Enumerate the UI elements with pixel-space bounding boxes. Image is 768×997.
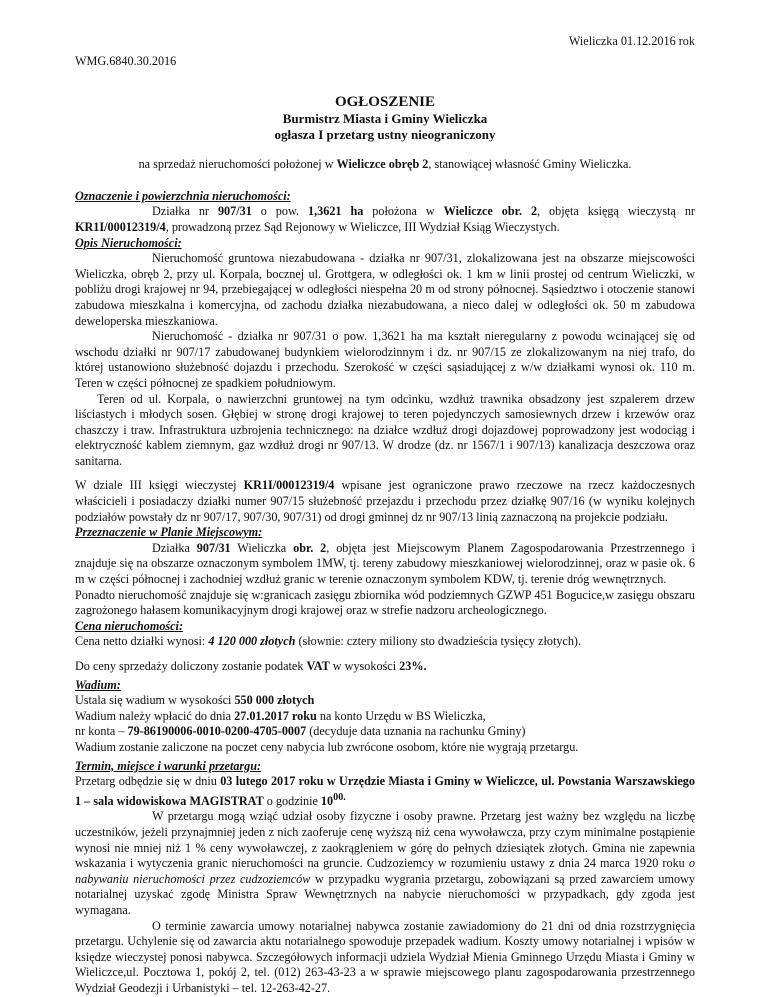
section-heading-oznaczenie: Oznaczenie i powierzchnia nieruchomości: [75, 188, 291, 203]
termin-paragraph-2: W przetargu mogą wziąć udział osoby fizyczne i osoby prawne. Przetarg jest ważny bez względu na liczbę uczestników, jeżeli przynajmniej jeden z nich zaoferuje cenę wyższą niż cena wywoławcza, przy czym minimalne postąpienie wynosi nie mniej niż 1 % ceny wywoławczej, z zaokrągleniem w górę do pełnych dziesiątek złotych. Gmina nie zapewnia wskazania i wytyczenia granic nieruchomości na gruncie. Cudzoziemcy w rozumieniu ustawy z dnia 24 marca 1920 roku o nabywaniu nieruchomości przez cudzoziemców w przypadku wygrania przetargu, zobowiązani są przed zawarciem umowy notarialnej uzyskać zgodę Ministra Spraw Wewnętrznych na nabycie nieruchomości w przypadkach, gdy zgoda jest wymagana. [75, 809, 695, 917]
intro-line: na sprzedaż nieruchomości położonej w Wieliczce obręb 2, stanowiącej własność Gminy Wieliczka. [138, 157, 632, 172]
wadium-line-1: Ustala się wadium w wysokości 550 000 złotych [75, 693, 315, 708]
przeznaczenie-paragraph-2: Ponadto nieruchomość znajduje się w:granicach zasięgu zbiornika wód podziemnych GZWP 451 Bogucice,w zasięgu obszaru zagrożonego hałasem komunikacyjnym drogi krajowej oraz w strefie nadzoru archeologicznego. [75, 587, 695, 618]
section-heading-termin: Termin, miejsce i warunki przetargu: [75, 758, 262, 773]
title-line-2: ogłasza I przetarg ustny nieograniczony [274, 127, 496, 143]
price-line: Cena netto działki wynosi: 4 120 000 złotych (słownie: cztery miliony sto dwadzieścia tysięcy złotych). [75, 634, 582, 649]
opis-paragraph-4: W dziale III księgi wieczystej KR1I/00012319/4 wpisane jest ograniczone prawo rzeczowe na rzecz każdoczesnych właścicieli i posiadaczy działki numer 907/15 służebność przejazdu i przechodu przez działkę 907/16 (w wyniku kolejnych podziałów powstały dz nr 907/17, 907/30, 907/31) od drogi gminnej dz nr 907/13 linią zaznaczoną na projekcie podziału. [75, 478, 695, 524]
document-date: Wieliczka 01.12.2016 rok [568, 34, 695, 48]
section-heading-wadium: Wadium: [75, 677, 121, 692]
vat-line: Do ceny sprzedaży doliczony zostanie podatek VAT w wysokości 23%. [75, 659, 427, 673]
opis-paragraph-1: Nieruchomość gruntowa niezabudowana - działka nr 907/31, zlokalizowana jest na obszarze miejscowości Wieliczka, obręb 2, przy ul. Korpala, bocznej ul. Grottgera, w odległości ok. 1 km w linii prostej od centrum Wieliczki, w pobliżu drogi krajowej nr 94, przebiegającej w odległości niespełna 20 m od strony północnej. Sąsiedztwo i otoczenie stanowi zabudowa mieszkalna i komercyjna, od zachodu działka niezabudowana, a nieco dalej w odległości ok. 50 m zabudowa deweloperska mieszkaniowa. [75, 251, 695, 328]
section-heading-przeznaczenie: Przeznaczenie w Planie Miejscowym: [75, 525, 263, 540]
announcement-title: OGŁOSZENIE [334, 94, 436, 111]
opis-paragraph-2: Nieruchomość - działka nr 907/31 o pow. 1,3621 ha ma kształt nieregularny z powodu wcinającej się od wschodu działki nr 907/17 zabudowanej budynkiem wielorodzinnym i dz. nr 907/15 ze zlokalizowanym na niej trafo, do której ustanowiono służebność dojazdu i przechodu. Szerokość w części sąsiadującej z w/w działkami wynosi ok. 110 m. Teren w części północnej ze spadkiem południowym. [75, 329, 695, 390]
wadium-line-3: nr konta – 79-86190006-0010-0200-4705-0007 (decyduje data uznania na rachunku Gminy) [75, 724, 526, 739]
przeznaczenie-paragraph-1: Działka 907/31 Wieliczka obr. 2, objęta jest Miejscowym Planem Zagospodarowania Przestrzennego i znajduje się na obszarze oznaczonym symbolem 1MW, tj. tereny zabudowy mieszkaniowej wielorodzinnej, oraz w pasie ok. 6 m w części północnej i zachodniej wzdłuż granic w terenie oznaczonym symbolem KDW, tj. terenie dróg wewnętrznych. [75, 540, 695, 587]
wadium-line-2: Wadium należy wpłacić do dnia 27.01.2017 roku na konto Urzędu w BS Wieliczka, [75, 708, 486, 723]
reference-number: WMG.6840.30.2016 [75, 53, 177, 68]
oznaczenie-paragraph: Działka nr 907/31 o pow. 1,3621 ha położona w Wieliczce obr. 2, objęta księgą wieczystą nr KR1I/00012319/4, prowadzoną przez Sąd Rejonowy w Wieliczce, III Wydział Ksiąg Wieczystych. [75, 204, 695, 234]
document-page [75, 0, 695, 997]
wadium-line-4: Wadium zostanie zaliczone na poczet ceny nabycia lub zwrócone osobom, które nie wygrają przetargu. [75, 739, 579, 754]
opis-paragraph-3: Teren od ul. Korpala, o nawierzchni gruntowej na tym odcinku, wzdłuż trawnika obsadzony jest szpalerem drzew liściastych i młodych sosen. Głębiej w stronę drogi krajowej to teren pojedynczych samosiewnych drzew i krzewów oraz chaszczy i traw. Infrastruktura uzbrojenia technicznego: na działce wzdłuż drogi dojazdowej poprowadzony jest wodociąg i elektryczność kablem ziemnym, gaz wzdłuż drogi nr 907/13. W drodze (dz. nr 1567/1 i 907/13) kanalizacja deszczowa oraz sanitarna. [75, 391, 695, 468]
section-heading-cena: Cena nieruchomości: [75, 618, 184, 633]
termin-paragraph-3: O terminie zawarcia umowy notarialnej nabywca zostanie zawiadomiony do 21 dni od dnia rozstrzygnięcia przetargu. Uchylenie się od zawarcia aktu notarialnego spowoduje przepadek wadium. Koszty umowy notarialnej i wpisów w księdze wieczystej ponosi nabywca. Szczegółowych informacji udziela Wydział Mienia Gminnego Urzędu Miasta i Gminy w Wieliczce,ul. Pocztowa 1, pokój 2, tel. (012) 263-43-23 a w sprawie miejscowego planu zagospodarowania przestrzennego Wydział Geodezji i Urbanistyki – tel. 12-263-42-27. [75, 918, 695, 995]
section-heading-opis: Opis Nieruchomości: [75, 235, 182, 250]
title-line-1: Burmistrz Miasta i Gminy Wieliczka [282, 111, 488, 127]
termin-paragraph-1: Przetarg odbędzie się w dniu 03 lutego 2017 roku w Urzędzie Miasta i Gminy w Wieliczce, ul. Powstania Warszawskiego 1 – sala widowiskowa MAGISTRAT o godzinie $10^{00.}$ [75, 774, 695, 808]
price-amount: 4 120 000 złotych [208, 634, 296, 649]
